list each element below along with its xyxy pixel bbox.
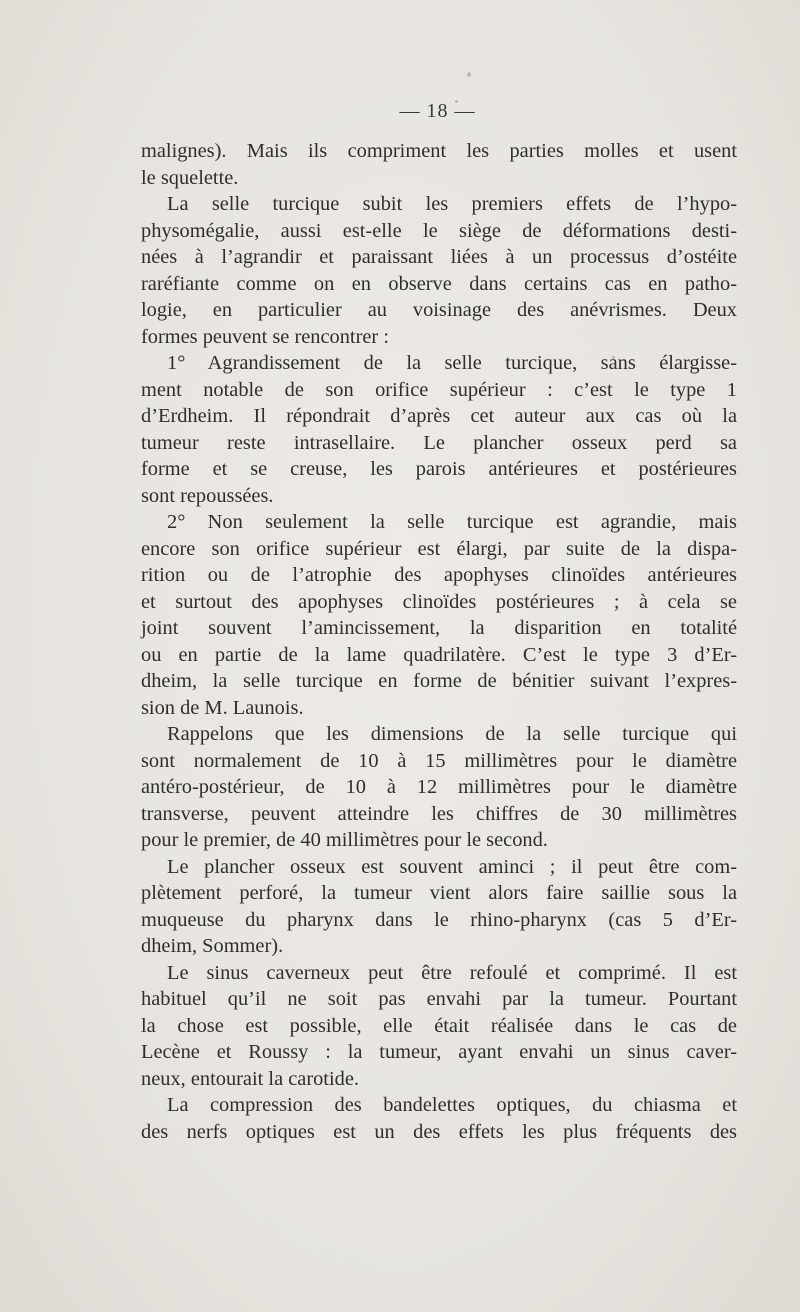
paragraph bbox=[141, 721, 737, 854]
text-line: Le plancher osseux est souvent aminci ; il peut être com- bbox=[167, 855, 737, 878]
paragraph bbox=[141, 1092, 737, 1145]
text-line: La compression des bandelettes optiques, du chiasma et bbox=[167, 1094, 737, 1116]
text-line: encore son orifice supérieur est élargi, par suite de la dispa- bbox=[141, 537, 737, 560]
page-number: — 18 — bbox=[399, 100, 476, 122]
paragraph bbox=[141, 191, 737, 350]
text-line: dheim, Sommer). bbox=[141, 935, 284, 957]
text-line: ou en partie de la lame quadrilatère. C’est le type 3 d’Er- bbox=[141, 643, 737, 666]
text-line: plètement perforé, la tumeur vient alors faire saillie sous la bbox=[141, 882, 737, 904]
text-line: tumeur reste intrasellaire. Le plancher osseux perd sa bbox=[141, 431, 737, 454]
text-line: antéro-postérieur, de 10 à 12 millimètres pour le diamètre bbox=[141, 776, 737, 798]
text-line: raréfiante comme on en observe dans certains cas en patho- bbox=[141, 272, 737, 295]
text-line: formes peuvent se rencontrer : bbox=[141, 325, 389, 348]
paragraph bbox=[141, 854, 737, 960]
text-line: malignes). Mais ils compriment les parties molles et usent bbox=[141, 140, 737, 162]
text-line: sont repoussées. bbox=[141, 484, 274, 507]
paragraph bbox=[141, 509, 737, 721]
paper-speck bbox=[467, 72, 471, 77]
text-line: et surtout des apophyses clinoïdes postérieures ; à cela se bbox=[141, 590, 737, 613]
text-line: habituel qu’il ne soit pas envahi par la tumeur. Pourtant bbox=[141, 988, 737, 1010]
body-text bbox=[141, 138, 737, 1145]
text-line: neux, entourait la carotide. bbox=[141, 1067, 359, 1090]
text-line: dheim, la selle turcique en forme de bénitier suivant l’expres- bbox=[141, 670, 737, 692]
text-line: sont normalement de 10 à 15 millimètres pour le diamètre bbox=[141, 749, 737, 772]
paragraph bbox=[141, 350, 737, 509]
text-line: transverse, peuvent atteindre les chiffres de 30 millimètres bbox=[141, 802, 737, 825]
text-line: ment notable de son orifice supérieur : c’est le type 1 bbox=[141, 378, 737, 401]
text-line: forme et se creuse, les parois antérieures et postérieures bbox=[141, 458, 737, 480]
text-line: des nerfs optiques est un des effets les plus fréquents des bbox=[141, 1120, 737, 1143]
text-line: 2° Non seulement la selle turcique est agrandie, mais bbox=[167, 511, 737, 533]
text-line: muqueuse du pharynx dans le rhino-pharynx (cas 5 d’Er- bbox=[141, 908, 737, 931]
text-line: Le sinus caverneux peut être refoulé et comprimé. Il est bbox=[167, 961, 737, 984]
paragraph bbox=[141, 138, 737, 191]
text-line: La selle turcique subit les premiers effets de l’hypo- bbox=[167, 193, 737, 215]
text-line: pour le premier, de 40 millimètres pour le second. bbox=[141, 829, 548, 851]
text-line: logie, en particulier au voisinage des anévrismes. Deux bbox=[141, 299, 737, 321]
text-line: Lecène et Roussy : la tumeur, ayant envahi un sinus caver- bbox=[141, 1041, 737, 1063]
text-line: sion de M. Launois. bbox=[141, 696, 304, 719]
text-line: le squelette. bbox=[141, 166, 239, 189]
text-line: d’Erdheim. Il répondrait d’après cet auteur aux cas où la bbox=[141, 405, 737, 427]
paragraph bbox=[141, 960, 737, 1093]
text-line: physomégalie, aussi est-elle le siège de déformations desti- bbox=[141, 219, 737, 242]
text-line: nées à l’agrandir et paraissant liées à un processus d’ostéite bbox=[141, 246, 737, 268]
text-line: la chose est possible, elle était réalisée dans le cas de bbox=[141, 1014, 737, 1037]
text-line: 1° Agrandissement de la selle turcique, sans élargisse- bbox=[167, 352, 737, 374]
text-line: rition ou de l’atrophie des apophyses clinoïdes antérieures bbox=[141, 564, 737, 586]
text-line: joint souvent l’amincissement, la disparition en totalité bbox=[141, 617, 737, 639]
text-line: Rappelons que les dimensions de la selle turcique qui bbox=[167, 723, 737, 745]
